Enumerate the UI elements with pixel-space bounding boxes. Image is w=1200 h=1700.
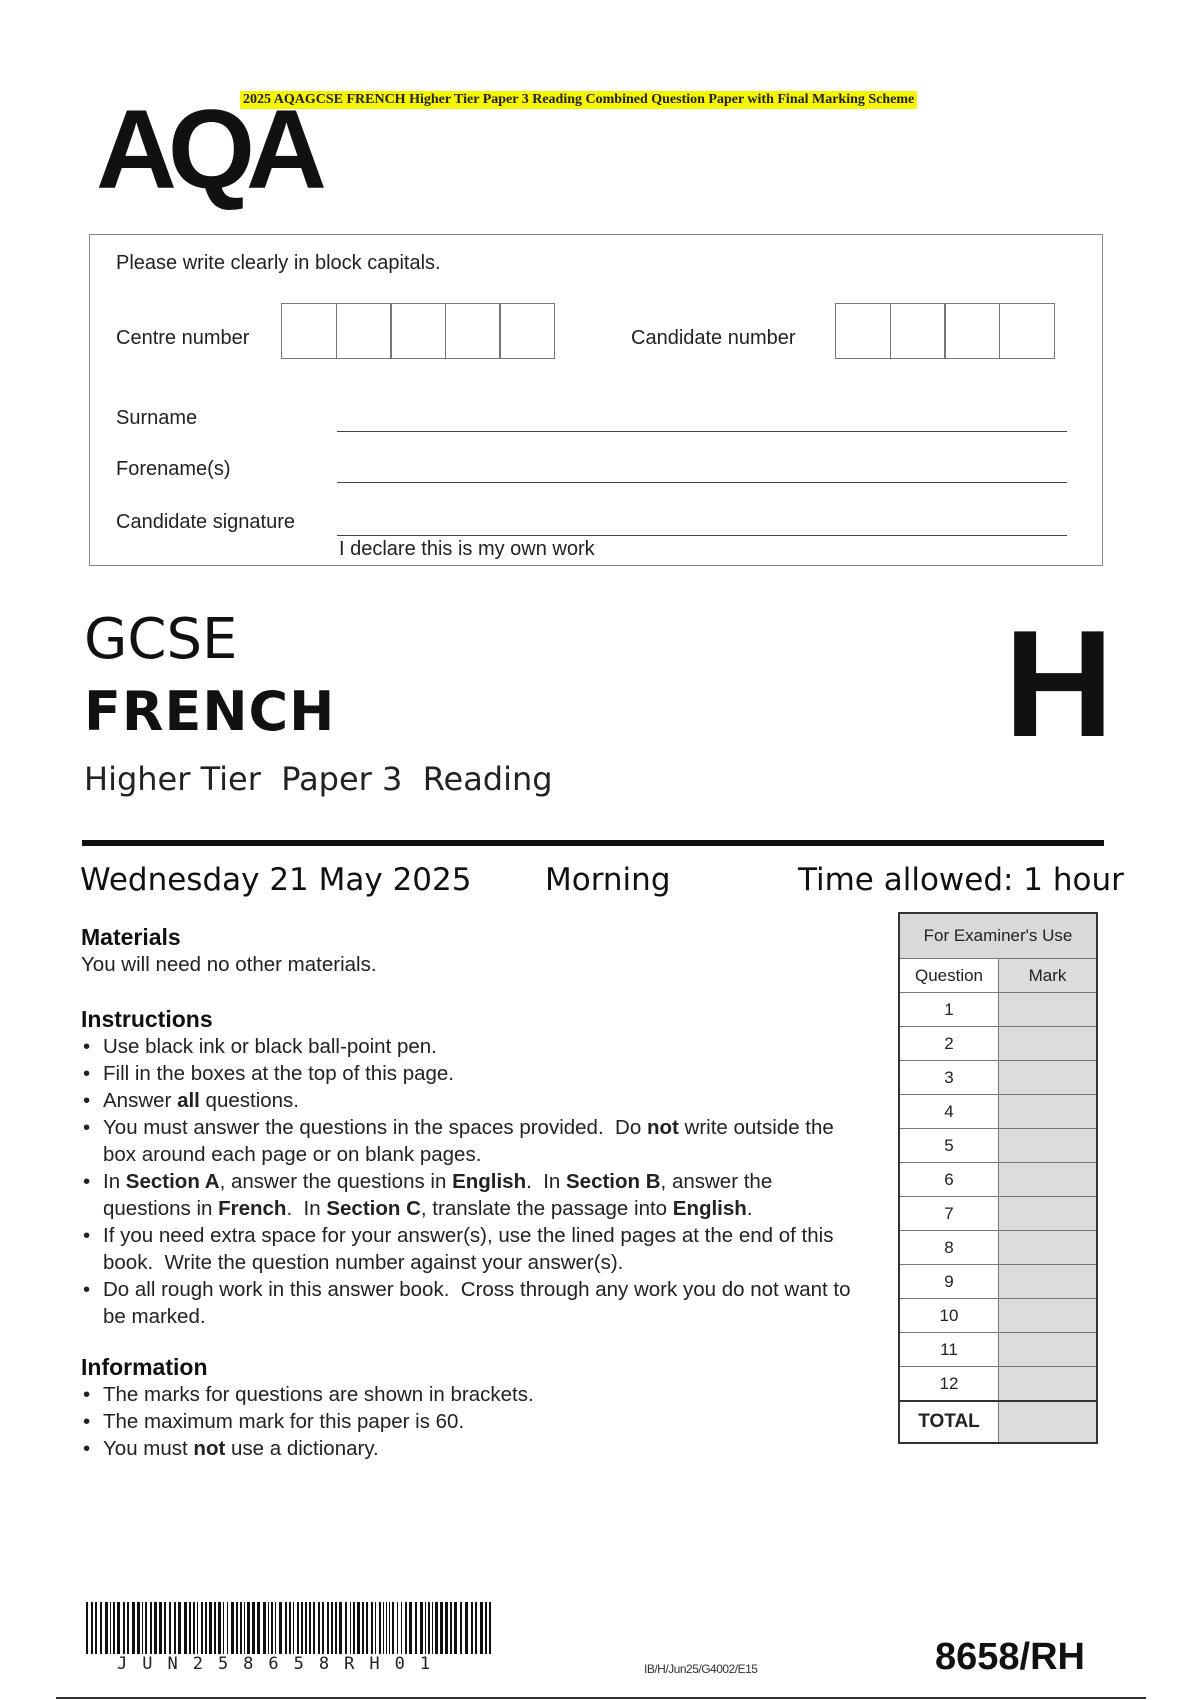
information-list (81, 1381, 861, 1462)
barcode-bar (137, 1602, 140, 1654)
centre-number-box[interactable] (336, 303, 392, 359)
barcode-bar (289, 1602, 291, 1654)
barcode-bar (293, 1602, 294, 1654)
barcode-bar (322, 1602, 324, 1654)
barcode-bar (95, 1602, 97, 1654)
barcode-bar (227, 1602, 228, 1654)
barcode-bar (350, 1602, 351, 1654)
barcode-bar (379, 1602, 381, 1654)
barcode-bar (432, 1602, 433, 1654)
barcode-bar (301, 1602, 303, 1654)
barcode-bar (440, 1602, 443, 1654)
barcode-bar (450, 1602, 452, 1654)
barcode-bar (428, 1602, 430, 1654)
table-row (899, 1095, 1097, 1129)
barcode-bar (91, 1602, 93, 1654)
centre-number-box[interactable] (499, 303, 555, 359)
candidate-number-box[interactable] (890, 303, 946, 359)
barcode-bar (345, 1602, 347, 1654)
list-item: • Use black ink or black ball-point pen. (81, 1033, 861, 1060)
barcode-bar (271, 1602, 273, 1654)
list-item: • You must answer the questions in the spaces provided. Do not write outside the box around each page or on blank pages. (81, 1114, 861, 1168)
question-number-cell: 9 (899, 1265, 999, 1299)
question-number-cell: 3 (899, 1061, 999, 1095)
barcode-bar (231, 1602, 234, 1654)
barcode-bar (123, 1602, 125, 1654)
mark-cell (999, 1299, 1098, 1333)
barcode-bar (100, 1602, 102, 1654)
barcode-bar (309, 1602, 311, 1654)
barcode-bar (164, 1602, 166, 1654)
centre-number-label: Centre number (116, 327, 250, 349)
centre-number-boxes[interactable] (281, 303, 554, 359)
barcode-bar (465, 1602, 468, 1654)
barcode-bar (335, 1602, 337, 1654)
barcode (86, 1602, 496, 1654)
candidate-details-box (89, 234, 1103, 566)
question-number-cell: 6 (899, 1163, 999, 1197)
barcode-bar (205, 1602, 207, 1654)
barcode-bar (339, 1602, 342, 1654)
barcode-bar (454, 1602, 457, 1654)
barcode-bar (275, 1602, 276, 1654)
mark-cell (999, 1027, 1098, 1061)
barcode-bar (257, 1602, 260, 1654)
barcode-bar (252, 1602, 255, 1654)
mark-cell (999, 1197, 1098, 1231)
barcode-bar (386, 1602, 387, 1654)
mark-column-header: Mark (999, 959, 1098, 993)
barcode-bar (485, 1602, 487, 1654)
barcode-bar (184, 1602, 187, 1654)
centre-number-box[interactable] (445, 303, 501, 359)
barcode-bar (263, 1602, 266, 1654)
list-item: • In Section A, answer the questions in English. In Section B, answer the questions in French. In Section C, translate the passage into English. (81, 1168, 861, 1222)
mark-cell (999, 1265, 1098, 1299)
barcode-bar (480, 1602, 483, 1654)
subject-title: FRENCH (84, 680, 336, 743)
materials-text: You will need no other materials. (81, 953, 377, 976)
barcode-bar (247, 1602, 250, 1654)
barcode-bar (425, 1602, 426, 1654)
question-number-cell: 1 (899, 993, 999, 1027)
candidate-number-box[interactable] (944, 303, 1000, 359)
total-label: TOTAL (899, 1401, 999, 1443)
barcode-bar (401, 1602, 402, 1654)
centre-number-box[interactable] (281, 303, 337, 359)
table-row (899, 1027, 1097, 1061)
barcode-bar (435, 1602, 438, 1654)
barcode-bar (197, 1602, 198, 1654)
examiner-use-table (898, 912, 1098, 1444)
mark-cell (999, 1333, 1098, 1367)
barcode-bar (331, 1602, 333, 1654)
qualification-title: GCSE (84, 607, 238, 672)
barcode-bar (105, 1602, 108, 1654)
barcode-bar (209, 1602, 212, 1654)
information-heading: Information (81, 1354, 208, 1380)
table-row (899, 1367, 1097, 1402)
mark-cell (999, 1095, 1098, 1129)
question-number-cell: 11 (899, 1333, 999, 1367)
question-number-cell: 4 (899, 1095, 999, 1129)
barcode-bar (244, 1602, 245, 1654)
barcode-bar (313, 1602, 315, 1654)
table-row (899, 1197, 1097, 1231)
barcode-bar (327, 1602, 329, 1654)
title-banner: 2025 AQAGCSE FRENCH Higher Tier Paper 3 Reading Combined Question Paper with Final Marking Scheme (240, 91, 917, 109)
question-number-cell: 5 (899, 1129, 999, 1163)
mark-cell (999, 1163, 1098, 1197)
instructions-list (81, 1033, 861, 1330)
barcode-bar (214, 1602, 216, 1654)
barcode-bar (268, 1602, 269, 1654)
table-row (899, 993, 1097, 1027)
barcode-bar (389, 1602, 390, 1654)
barcode-bar (415, 1602, 417, 1654)
barcode-bar (460, 1602, 462, 1654)
mark-cell (999, 1231, 1098, 1265)
table-row (899, 1299, 1097, 1333)
barcode-bar (174, 1602, 176, 1654)
table-row (899, 1231, 1097, 1265)
barcode-bar (392, 1602, 394, 1654)
centre-number-box[interactable] (390, 303, 446, 359)
question-number-cell: 12 (899, 1367, 999, 1402)
question-column-header: Question (899, 959, 999, 993)
barcode-bar (371, 1602, 373, 1654)
barcode-bar (169, 1602, 171, 1654)
table-row (899, 1129, 1097, 1163)
barcode-bar (445, 1602, 448, 1654)
barcode-bar (489, 1602, 491, 1654)
barcode-bar (240, 1602, 242, 1654)
time-allowed: Time allowed: 1 hour (798, 862, 1124, 898)
list-item: • The marks for questions are shown in brackets. (81, 1381, 861, 1408)
signature-line[interactable] (337, 535, 1067, 536)
question-number-cell: 7 (899, 1197, 999, 1231)
table-row (899, 1163, 1097, 1197)
question-number-cell: 8 (899, 1231, 999, 1265)
forenames-line[interactable] (337, 482, 1067, 483)
examiner-table-rows (899, 993, 1097, 1402)
list-item: • The maximum mark for this paper is 60. (81, 1408, 861, 1435)
footer-rule (56, 1697, 1146, 1699)
total-mark-cell (999, 1401, 1098, 1443)
barcode-bar (127, 1602, 129, 1654)
candidate-number-label: Candidate number (631, 327, 796, 349)
exam-session: Morning (545, 862, 671, 898)
list-item: • Fill in the boxes at the top of this page. (81, 1060, 861, 1087)
surname-line[interactable] (337, 431, 1067, 432)
barcode-bar (285, 1602, 287, 1654)
mark-cell (999, 1061, 1098, 1095)
barcode-bar (154, 1602, 157, 1654)
barcode-bar (366, 1602, 368, 1654)
mark-cell (999, 1129, 1098, 1163)
forenames-label: Forename(s) (116, 458, 231, 480)
list-item: • Answer all questions. (81, 1087, 861, 1114)
paper-code: 8658/RH (935, 1636, 1085, 1678)
candidate-number-boxes[interactable] (835, 303, 1053, 359)
barcode-bar (383, 1602, 384, 1654)
table-row (899, 1061, 1097, 1095)
list-item: • Do all rough work in this answer book. Cross through any work you do not want to be marked. (81, 1276, 861, 1330)
barcode-bar (159, 1602, 162, 1654)
barcode-bar (353, 1602, 355, 1654)
question-number-cell: 10 (899, 1299, 999, 1333)
barcode-bar (150, 1602, 152, 1654)
barcode-bar (223, 1602, 224, 1654)
mark-cell (999, 993, 1098, 1027)
barcode-bar (113, 1602, 115, 1654)
instructions-heading: Instructions (81, 1006, 213, 1032)
paper-reference: IB/H/Jun25/G4002/E15 (644, 1662, 758, 1676)
barcode-bar (409, 1602, 412, 1654)
barcode-bar (475, 1602, 477, 1654)
barcode-bar (117, 1602, 120, 1654)
barcode-bar (362, 1602, 364, 1654)
barcode-bar (318, 1602, 320, 1654)
question-number-cell: 2 (899, 1027, 999, 1061)
barcode-bar (236, 1602, 238, 1654)
barcode-bar (132, 1602, 135, 1654)
table-row (899, 1333, 1097, 1367)
aqa-logo: AQA (96, 87, 318, 212)
barcode-bar (397, 1602, 398, 1654)
tier-letter: H (1004, 599, 1114, 769)
barcode-bar (297, 1602, 299, 1654)
title-divider (82, 840, 1104, 846)
barcode-bar (193, 1602, 195, 1654)
table-row (899, 1265, 1097, 1299)
barcode-bar (305, 1602, 307, 1654)
signature-label: Candidate signature (116, 511, 296, 533)
barcode-bar (218, 1602, 221, 1654)
tier-paper-title: Higher Tier Paper 3 Reading (84, 760, 553, 798)
candidate-number-box[interactable] (999, 303, 1055, 359)
barcode-bar (142, 1602, 143, 1654)
surname-label: Surname (116, 407, 198, 429)
candidate-number-box[interactable] (835, 303, 891, 359)
barcode-bar (471, 1602, 473, 1654)
barcode-bar (201, 1602, 203, 1654)
exam-date: Wednesday 21 May 2025 (80, 862, 472, 898)
declaration-text: I declare this is my own work (339, 538, 595, 560)
barcode-bar (178, 1602, 181, 1654)
mark-cell (999, 1367, 1098, 1402)
examiner-table-title: For Examiner's Use (899, 913, 1097, 959)
block-capitals-instruction: Please write clearly in block capitals. (116, 252, 441, 274)
barcode-bar (189, 1602, 191, 1654)
barcode-text: JUN258658RH01 (117, 1654, 446, 1674)
barcode-bar (110, 1602, 111, 1654)
barcode-bar (279, 1602, 282, 1654)
list-item: • If you need extra space for your answer(s), use the lined pages at the end of this book. Write the question number against your answer(s). (81, 1222, 861, 1276)
front-page-notes (81, 924, 861, 1462)
barcode-bar (375, 1602, 376, 1654)
barcode-bar (86, 1602, 88, 1654)
materials-heading: Materials (81, 924, 181, 950)
barcode-bar (357, 1602, 360, 1654)
list-item: • You must not use a dictionary. (81, 1435, 861, 1462)
barcode-bar (405, 1602, 407, 1654)
barcode-bar (145, 1602, 147, 1654)
barcode-bar (420, 1602, 423, 1654)
